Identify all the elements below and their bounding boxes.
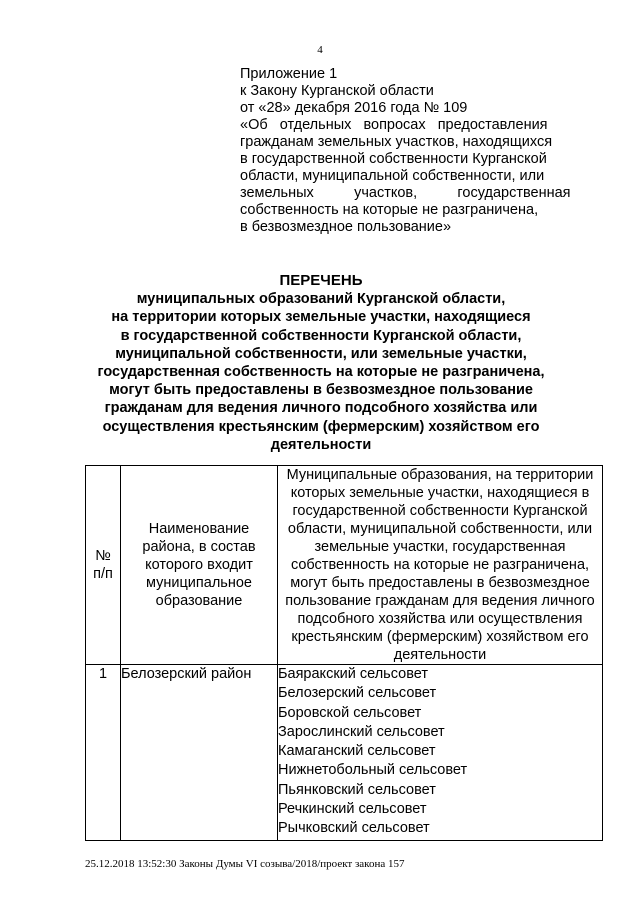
row-district: Белозерский район — [121, 665, 278, 841]
appendix-law-title-line: собственность на которые не разграничена, — [240, 202, 539, 218]
municipalities-table — [85, 465, 603, 841]
list-item: Зарослинский сельсовет — [278, 723, 445, 740]
heading-line: на территории которых земельные участки, находящиеся — [111, 309, 531, 326]
appendix-law-title-line: области, муниципальной собственности, или — [240, 168, 545, 184]
header-mun-line: деятельности — [393, 647, 487, 663]
header-municipalities — [278, 466, 603, 665]
table-row — [86, 665, 603, 841]
list-item: Белозерский сельсовет — [278, 685, 437, 702]
list-item: Нижнетобольный сельсовет — [278, 762, 468, 779]
heading-line: могут быть предоставлены в безвозмездное пользование — [109, 382, 533, 399]
list-item: Рычковский сельсовет — [278, 820, 430, 837]
header-mun-line: земельные участки, государственная — [314, 539, 566, 555]
header-num — [86, 466, 121, 665]
heading-line: муниципальной собственности, или земельные участки, — [115, 345, 527, 362]
header-mun-line: могут быть предоставлены в безвозмездное — [290, 575, 590, 591]
footer-timestamp: 25.12.2018 13:52:30 Законы Думы VI созыва/2018/проект закона 157 — [85, 858, 405, 870]
appendix-line: к Закону Курганской области — [240, 83, 434, 99]
appendix-line: Приложение 1 — [240, 66, 338, 82]
header-district-line: которого входит — [145, 557, 253, 573]
header-mun-line: которых земельные участки, находящиеся в — [290, 485, 590, 501]
table-header-row — [86, 466, 603, 665]
row-num: 1 — [86, 665, 121, 841]
header-mun-line: пользование гражданам для ведения личного — [285, 593, 595, 609]
header-num-line: № — [95, 548, 111, 564]
list-item: Боровской сельсовет — [278, 704, 422, 721]
appendix-line: от «28» декабря 2016 года № 109 — [240, 100, 468, 116]
list-item: Камаганский сельсовет — [278, 743, 436, 760]
heading-title: ПЕРЕЧЕНЬ — [279, 272, 363, 289]
heading-line: осуществления крестьянским (фермерским) хозяйством его — [102, 418, 540, 435]
appendix-law-title-line: «Об отдельных вопросах предоставления — [240, 117, 548, 133]
row-municipalities — [278, 665, 603, 841]
header-mun-line: области, муниципальной собственности, или — [287, 521, 593, 537]
header-num-line: п/п — [93, 566, 113, 582]
heading-line: деятельности — [270, 436, 372, 453]
list-item: Баяракский сельсовет — [278, 666, 428, 682]
header-district-line: района, в состав — [142, 539, 256, 555]
appendix-law-title-line: в безвозмездное пользование» — [240, 219, 452, 235]
appendix-law-title-line: земельных участков, государственная — [240, 185, 571, 201]
header-mun-line: собственность на которые не разграничена, — [290, 557, 590, 573]
appendix-block — [240, 66, 572, 236]
header-mun-line: подсобного хозяйства или осуществления — [297, 611, 583, 627]
header-district-line: образование — [155, 593, 243, 609]
heading-line: в государственной собственности Курганской области, — [120, 327, 522, 344]
list-item: Речкинский сельсовет — [278, 801, 427, 818]
page-number: 4 — [317, 44, 323, 56]
header-mun-line: государственной собственности Курганской — [292, 503, 588, 519]
list-heading — [85, 272, 557, 454]
header-district-line: муниципальное — [146, 575, 252, 591]
heading-line: государственная собственность на которые не разграничена, — [97, 364, 545, 381]
appendix-law-title-line: в государственной собственности Курганской — [240, 151, 547, 167]
header-district — [121, 466, 278, 665]
heading-line: муниципальных образований Курганской области, — [136, 291, 506, 308]
list-item: Пьянковский сельсовет — [278, 781, 436, 798]
header-mun-line: крестьянским (фермерским) хозяйством его — [291, 629, 589, 645]
appendix-law-title-line: гражданам земельных участков, находящихся — [240, 134, 553, 150]
heading-line: гражданам для ведения личного подсобного хозяйства или — [104, 400, 538, 417]
header-district-line: Наименование — [148, 521, 250, 537]
header-mun-line: Муниципальные образования, на территории — [286, 467, 594, 483]
